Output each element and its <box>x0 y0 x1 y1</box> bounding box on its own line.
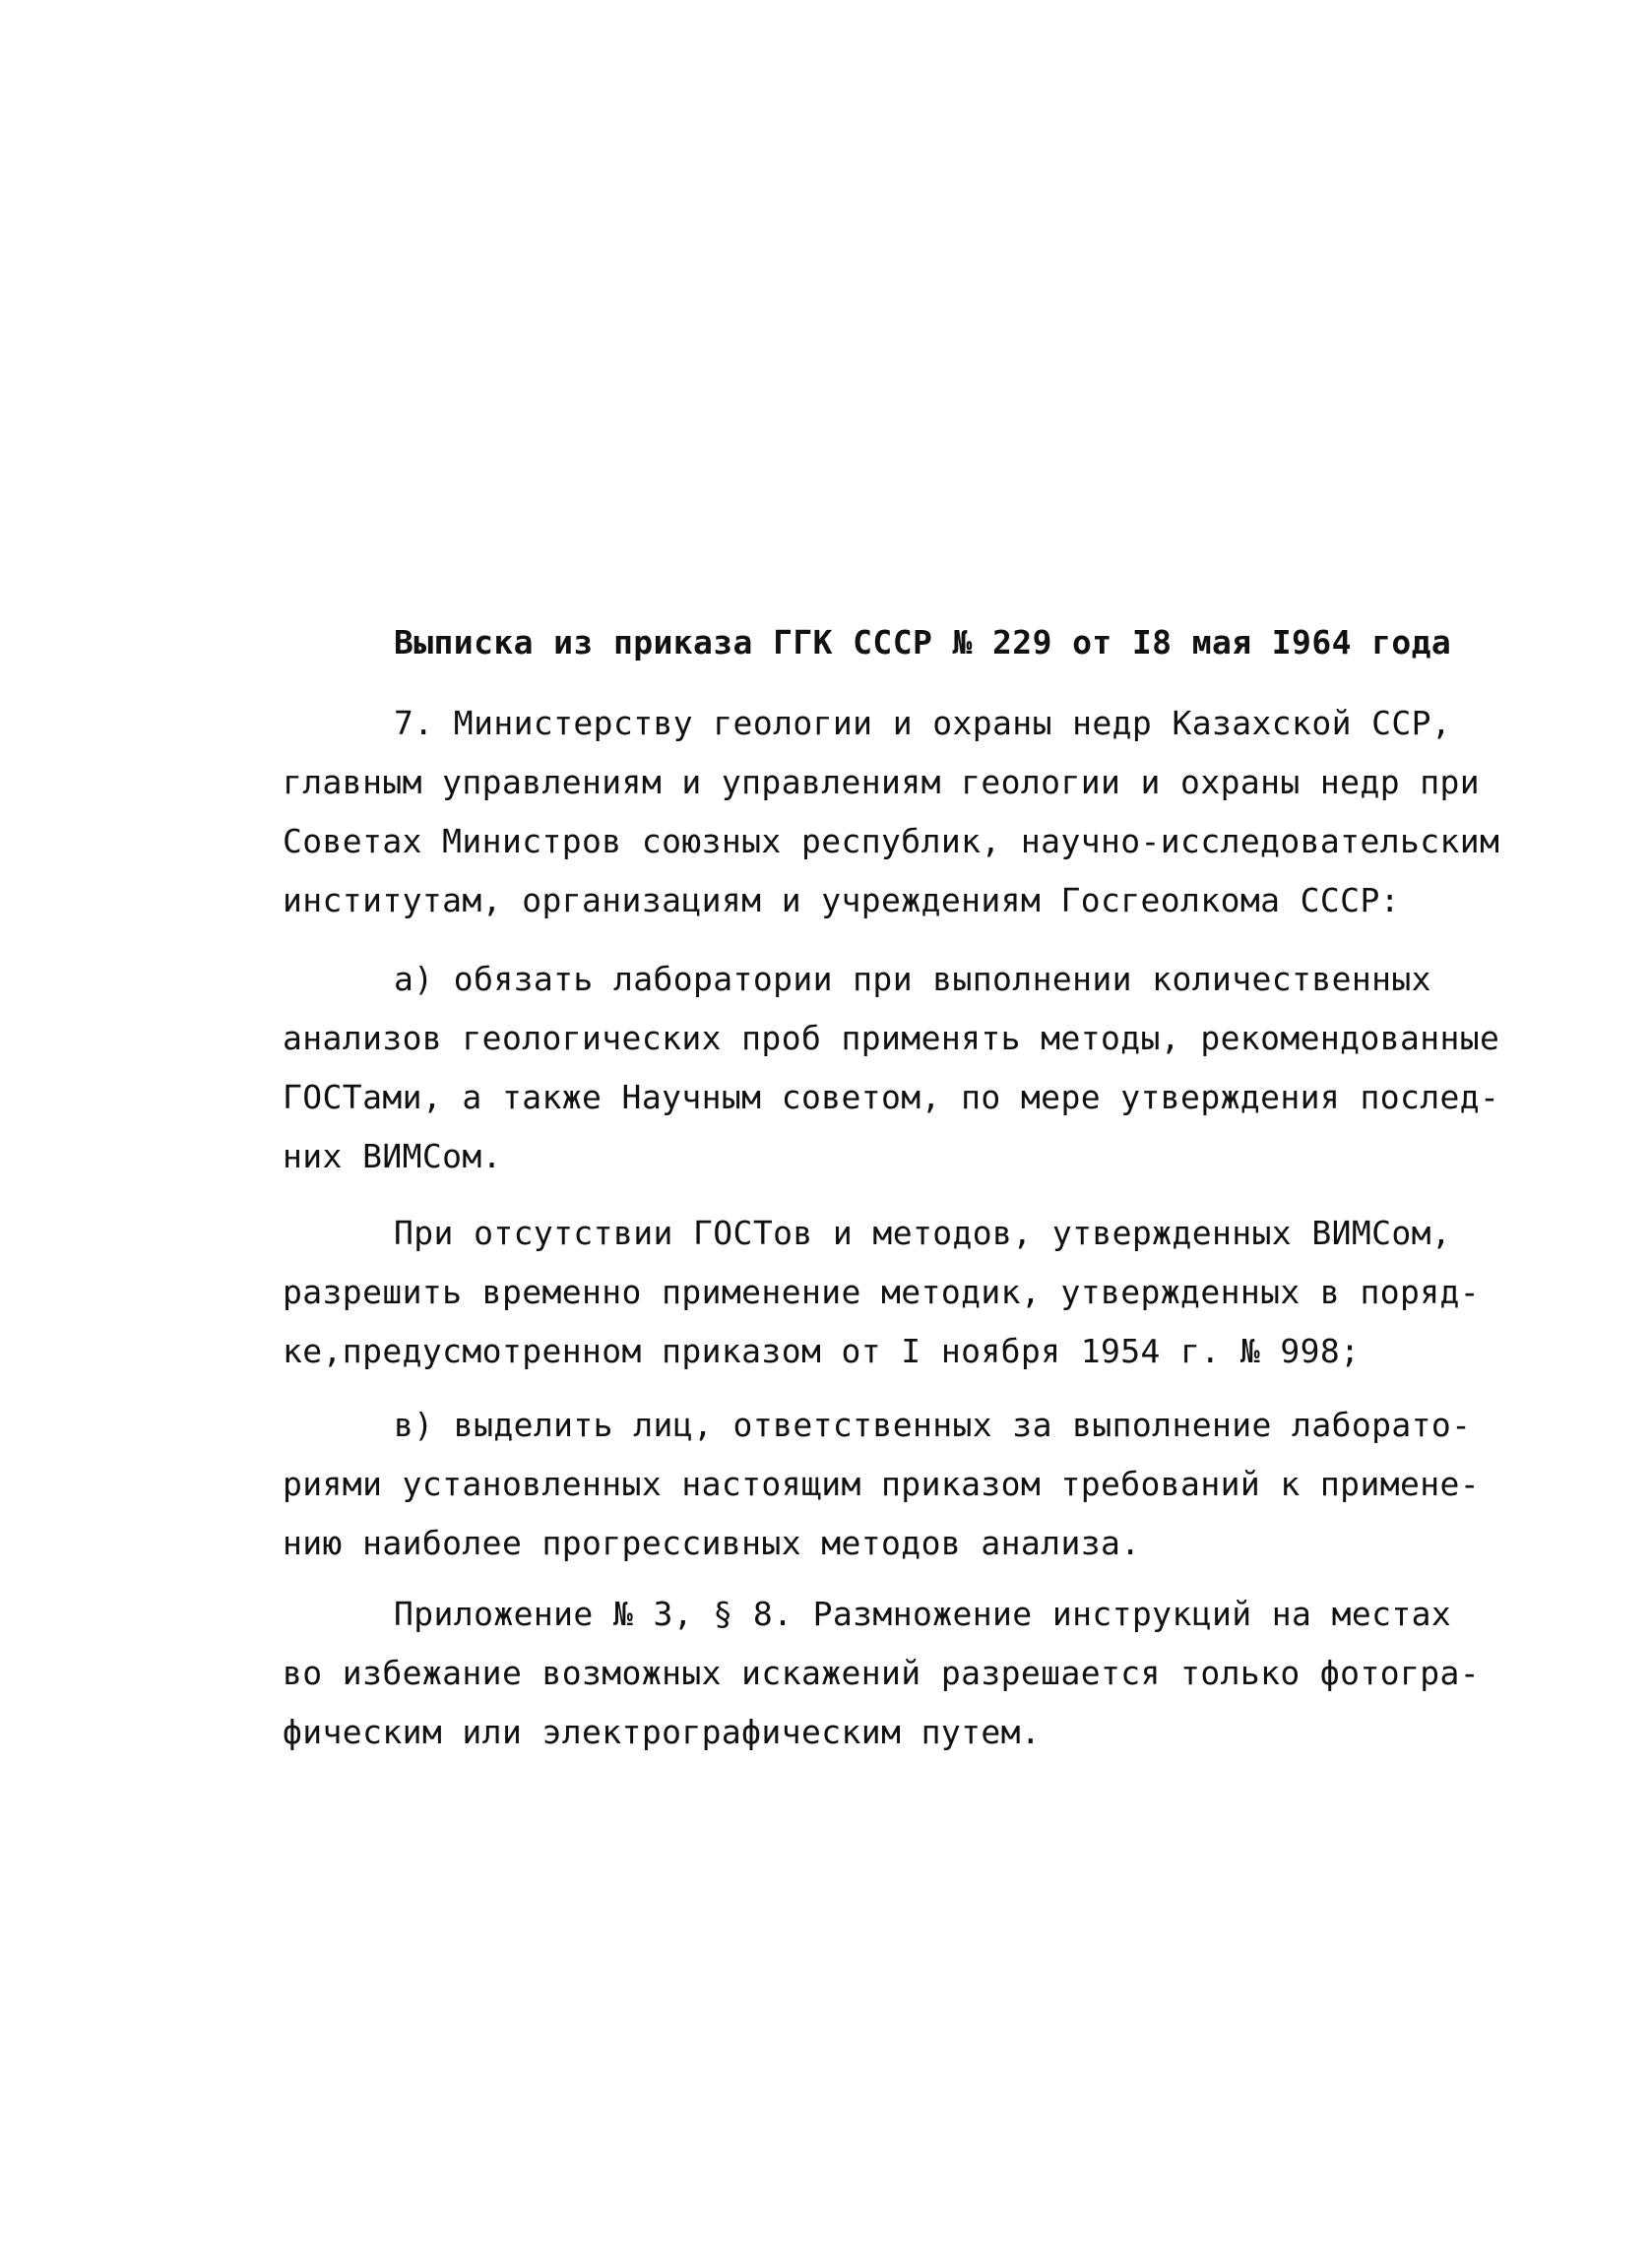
paragraph-2-line-3: ГОСТами, а также Научным советом, по мере утверждения послед- <box>283 1078 1500 1116</box>
paragraph-1-line-2: главным управлениям и управлениям геологии и охраны недр при <box>283 763 1481 801</box>
paragraph-5-line-1: Приложение № 3, § 8. Размножение инструкций на местах <box>394 1595 1452 1633</box>
paragraph-2-line-2: анализов геологических проб применять методы, рекомендованные <box>283 1019 1500 1057</box>
paragraph-1-line-4: институтам, организациям и учреждениям Госгеолкома СССР: <box>283 881 1400 919</box>
document-title: Выписка из приказа ГГК СССР № 229 от I8 мая I964 года <box>394 623 1452 662</box>
paragraph-4-line-2: риями установленных настоящим приказом требований к примене- <box>283 1465 1481 1503</box>
paragraph-5-line-3: фическим или электрографическим путем. <box>283 1713 1042 1751</box>
paragraph-3-line-3: ке,предусмотренном приказом от I ноября 1954 г. № 998; <box>283 1332 1361 1370</box>
paragraph-5-line-2: во избежание возможных искажений разрешается только фотогра- <box>283 1654 1481 1692</box>
paragraph-3-line-1: При отсутствии ГОСТов и методов, утвержденных ВИМСом, <box>394 1214 1452 1252</box>
paragraph-1-line-3: Советах Министров союзных республик, научно-исследовательским <box>283 822 1500 860</box>
paragraph-4-line-1: в) выделить лиц, ответственных за выполнение лаборато- <box>394 1406 1472 1444</box>
paragraph-2-line-4: них ВИМСом. <box>283 1137 502 1175</box>
paragraph-3-line-2: разрешить временно применение методик, утвержденных в поряд- <box>283 1273 1481 1311</box>
paragraph-2-line-1: а) обязать лаборатории при выполнении количественных <box>394 960 1431 998</box>
paragraph-1-line-1: 7. Министерству геологии и охраны недр Казахской ССР, <box>394 704 1452 742</box>
paragraph-4-line-3: нию наиболее прогрессивных методов анализа. <box>283 1524 1141 1562</box>
